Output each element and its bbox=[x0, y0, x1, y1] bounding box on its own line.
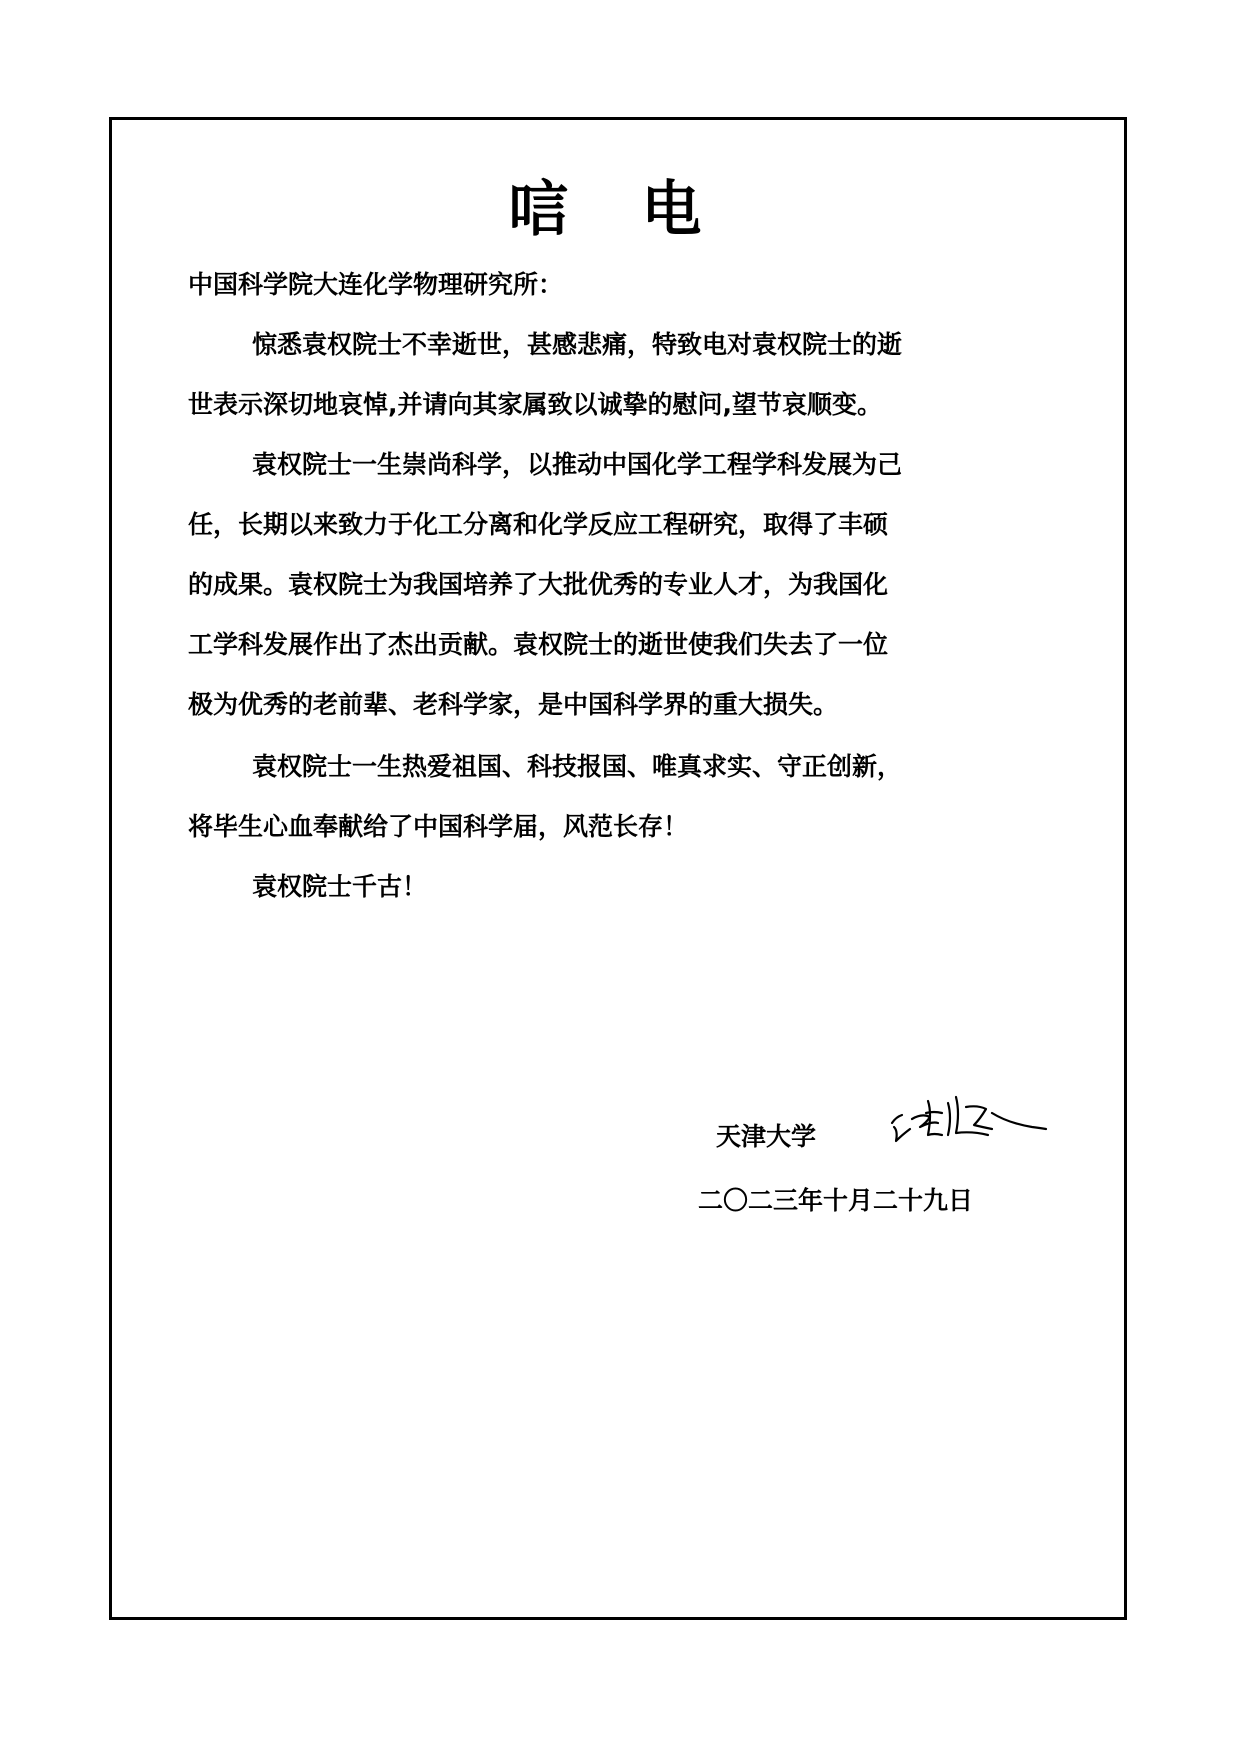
paragraph-1-line-1: 惊悉袁权院士不幸逝世，甚感悲痛，特致电对袁权院士的逝 bbox=[252, 330, 903, 359]
salutation: 中国科学院大连化学物理研究所： bbox=[188, 270, 564, 299]
paragraph-2-line-3: 的成果。袁权院士为我国培养了大批优秀的专业人才，为我国化 bbox=[188, 570, 889, 599]
paragraph-2-line-5: 极为优秀的老前辈、老科学家，是中国科学界的重大损失。 bbox=[188, 690, 839, 719]
paragraph-2-line-4: 工学科发展作出了杰出贡献。袁权院士的逝世使我们失去了一位 bbox=[188, 630, 889, 659]
handwritten-signature bbox=[882, 1083, 1052, 1153]
paragraph-2-line-1: 袁权院士一生崇尚科学，以推动中国化学工程学科发展为己 bbox=[252, 450, 903, 479]
document-border bbox=[109, 117, 1127, 1620]
paragraph-3-line-1: 袁权院士一生热爱祖国、科技报国、唯真求实、守正创新， bbox=[252, 752, 903, 781]
closing-line: 袁权院士千古！ bbox=[252, 872, 428, 901]
signing-organization: 天津大学 bbox=[716, 1122, 817, 1151]
paragraph-3-line-2: 将毕生心血奉献给了中国科学届，风范长存！ bbox=[188, 812, 689, 841]
document-title: 唁 电 bbox=[508, 175, 728, 245]
paragraph-1-line-2: 世表示深切地哀悼,并请向其家属致以诚挚的慰问,望节哀顺变。 bbox=[188, 390, 882, 419]
paragraph-2-line-2: 任，长期以来致力于化工分离和化学反应工程研究，取得了丰硕 bbox=[188, 510, 889, 539]
signing-date: 二〇二三年十月二十九日 bbox=[698, 1186, 974, 1215]
